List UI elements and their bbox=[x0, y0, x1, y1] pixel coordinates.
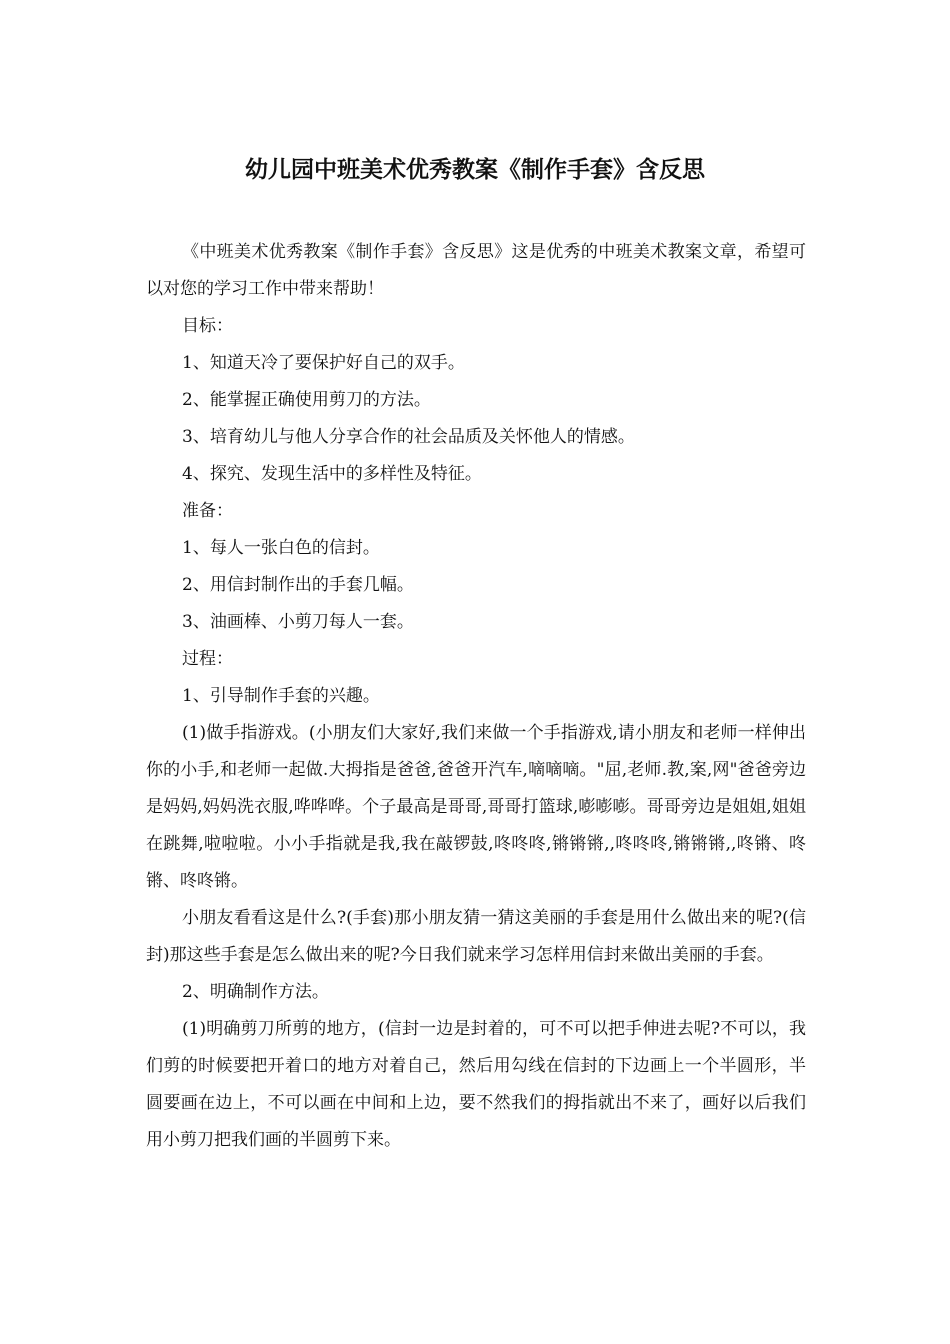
process-step: 1、引导制作手套的兴趣。 bbox=[182, 686, 380, 706]
process-paragraph: (1)明确剪刀所剪的地方，(信封一边是封着的，可不可以把手伸进去呢?不可以，我们剪的时候要把开着口的地方对着自己，然后用勾线在信封的下边画上一个半圆形，半圆要画在边上，不可以画在中间和上边，要不然我们的拇指就出不来了，画好以后我们用小剪刀把我们画的半圆剪下来。 bbox=[146, 1019, 806, 1150]
process-step: 2、明确制作方法。 bbox=[182, 982, 329, 1002]
process-paragraph: 小朋友看看这是什么?(手套)那小朋友猜一猜这美丽的手套是用什么做出来的呢?(信封)那这些手套是怎么做出来的呢?今日我们就来学习怎样用信封来做出美丽的手套。 bbox=[146, 908, 806, 965]
preparation-item: 2、用信封制作出的手套几幅。 bbox=[182, 575, 414, 595]
section-heading-goals: 目标： bbox=[182, 316, 233, 336]
goal-item: 2、能掌握正确使用剪刀的方法。 bbox=[182, 390, 431, 410]
process-paragraph: (1)做手指游戏。(小朋友们大家好,我们来做一个手指游戏,请小朋友和老师一样伸出你的小手,和老师一起做.大拇指是爸爸,爸爸开汽车,嘀嘀嘀。"屈,老师.教,案,网"爸爸旁边是妈妈,妈妈洗衣服,哗哗哗。个子最高是哥哥,哥哥打篮球,嘭嘭嘭。哥哥旁边是姐姐,姐姐在跳舞,啦啦啦。小小手指就是我,我在敲锣鼓,咚咚咚,锵锵锵,,咚咚咚,锵锵锵,,咚锵、咚锵、咚咚锵。 bbox=[146, 723, 806, 891]
preparation-item: 1、每人一张白色的信封。 bbox=[182, 538, 380, 558]
section-heading-process: 过程： bbox=[182, 649, 233, 669]
goal-item: 1、知道天冷了要保护好自己的双手。 bbox=[182, 353, 465, 373]
intro-paragraph: 《中班美术优秀教案《制作手套》含反思》这是优秀的中班美术教案文章，希望可以对您的学习工作中带来帮助！ bbox=[146, 242, 806, 299]
document-title: 幼儿园中班美术优秀教案《制作手套》含反思 bbox=[245, 157, 705, 183]
document-body bbox=[146, 234, 806, 1159]
section-heading-preparation: 准备： bbox=[182, 501, 233, 521]
goal-item: 3、培育幼儿与他人分享合作的社会品质及关怀他人的情感。 bbox=[182, 427, 635, 447]
preparation-item: 3、油画棒、小剪刀每人一套。 bbox=[182, 612, 414, 632]
goal-item: 4、探究、发现生活中的多样性及特征。 bbox=[182, 464, 482, 484]
